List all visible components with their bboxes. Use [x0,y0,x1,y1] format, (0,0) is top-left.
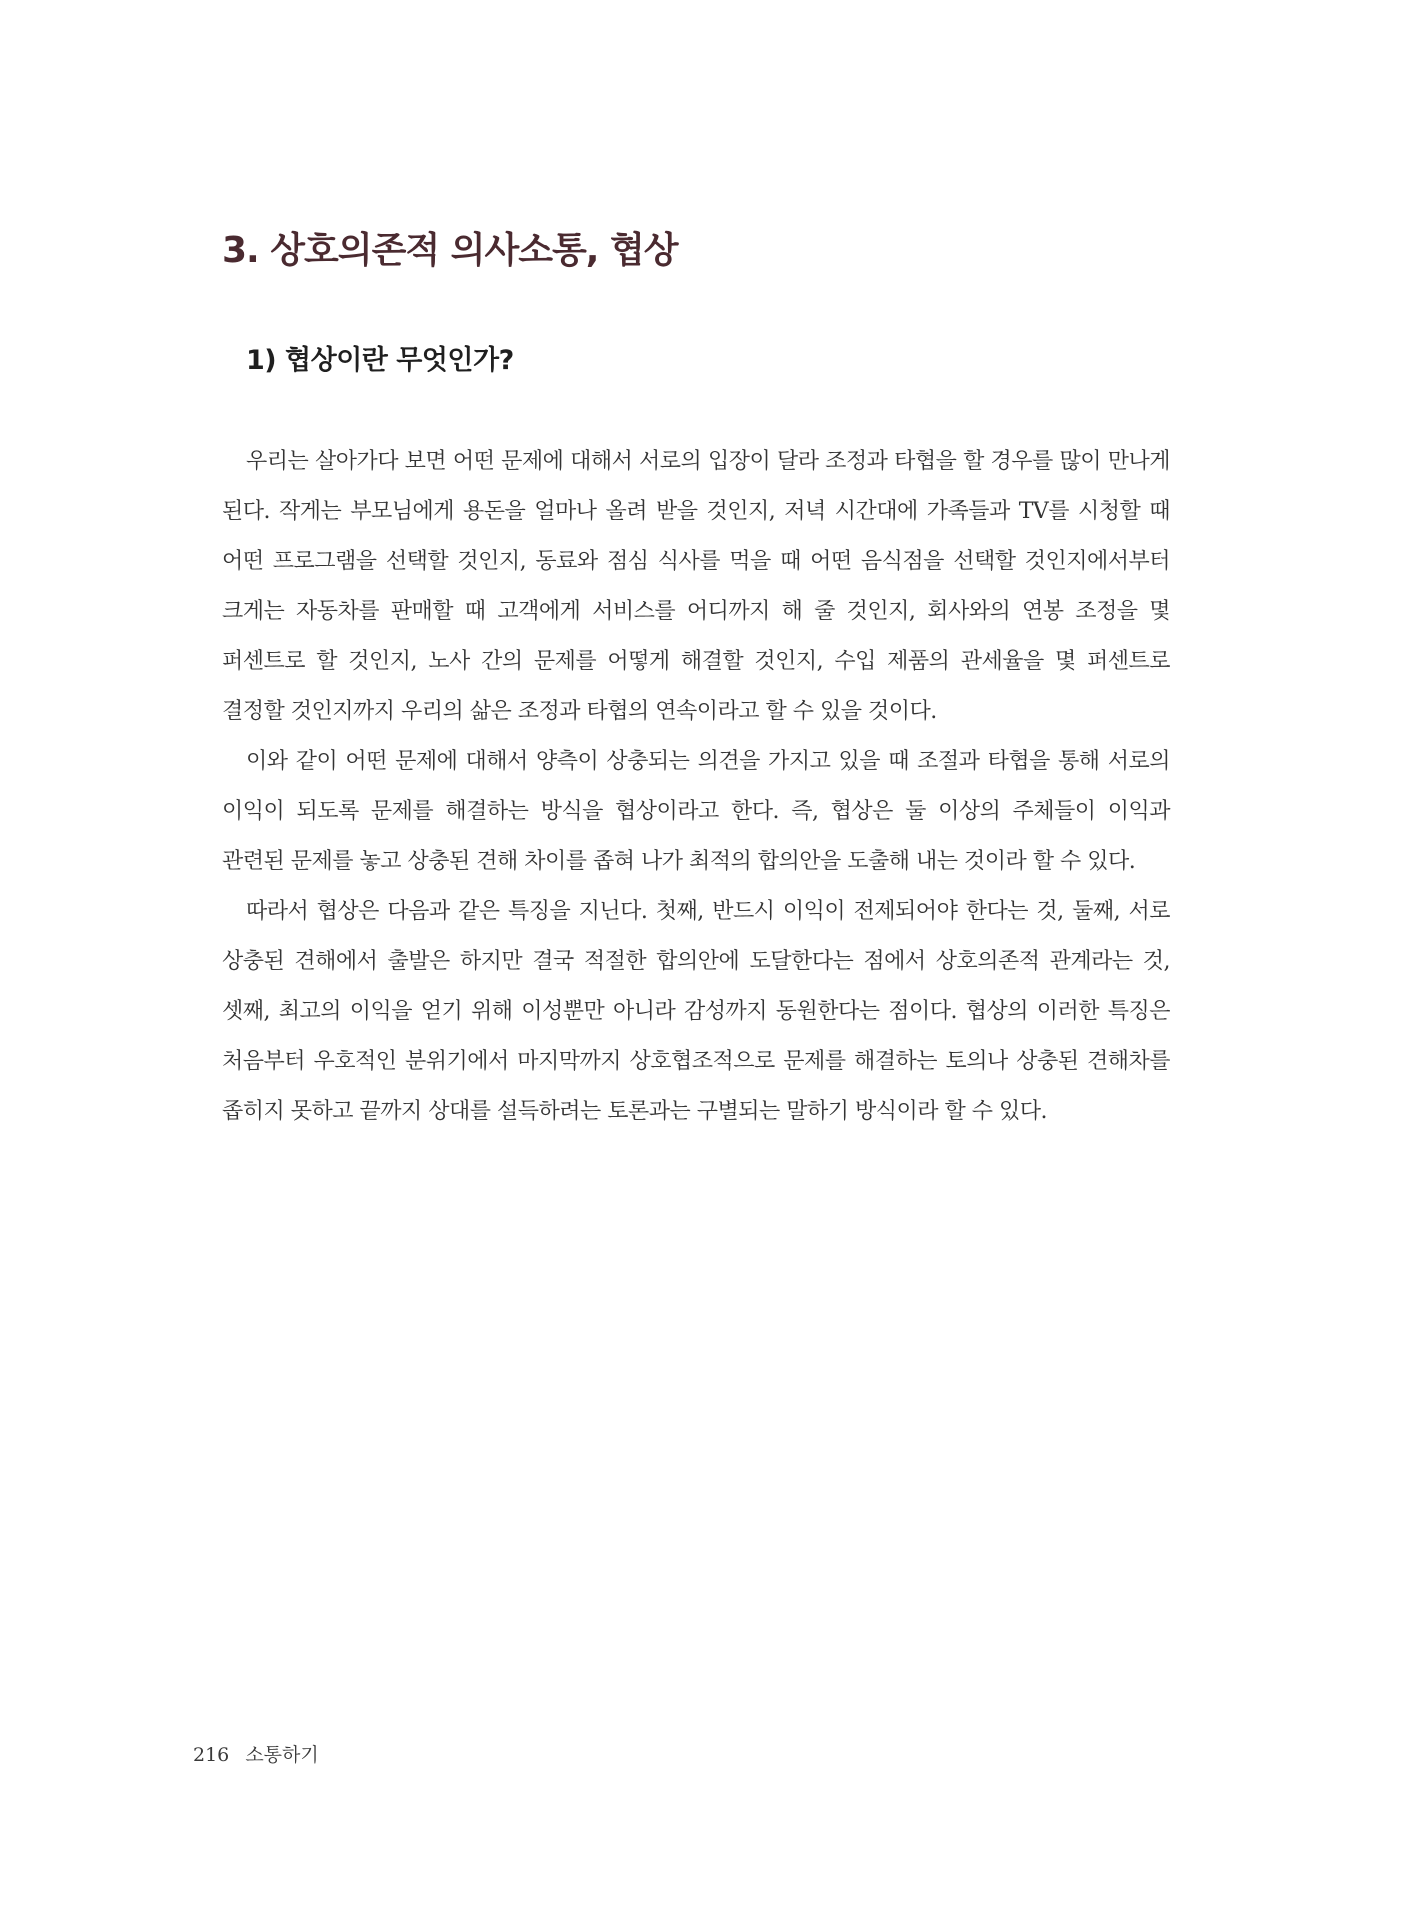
running-title: 소통하기 [245,1744,319,1766]
page-number: 216 [193,1744,230,1766]
page-footer [193,1740,319,1767]
paragraph: 따라서 협상은 다음과 같은 특징을 지닌다. 첫째, 반드시 이익이 전제되어야 한다는 것, 둘째, 서로 상충된 견해에서 출발은 하지만 결국 적절한 합의안에 도달한다는 점에서 상호의존적 관계라는 것, 셋째, 최고의 이익을 얻기 위해 이성뿐만 아니라 감성까지 동원한다는 점이다. 협상의 이러한 특징은 처음부터 우호적인 분위기에서 마지막까지 상호협조적으로 문제를 해결하는 토의나 상충된 견해차를 좁히지 못하고 끝까지 상대를 설득하려는 토론과는 구별되는 말하기 방식이라 할 수 있다. [222,899,1170,1124]
section-title: 3. 상호의존적 의사소통, 협상 [222,230,678,271]
body-text [222,437,1170,1137]
paragraph: 우리는 살아가다 보면 어떤 문제에 대해서 서로의 입장이 달라 조정과 타협을 할 경우를 많이 만나게 된다. 작게는 부모님에게 용돈을 얼마나 올려 받을 것인지, 저녁 시간대에 가족들과 TV를 시청할 때 어떤 프로그램을 선택할 것인지, 동료와 점심 식사를 먹을 때 어떤 음식점을 선택할 것인지에서부터 크게는 자동차를 판매할 때 고객에게 서비스를 어디까지 해 줄 것인지, 회사와의 연봉 조정을 몇 퍼센트로 할 것인지, 노사 간의 문제를 어떻게 해결할 것인지, 수입 제품의 관세율을 몇 퍼센트로 결정할 것인지까지 우리의 삶은 조정과 타협의 연속이라고 할 수 있을 것이다. [222,449,1170,724]
paragraph: 이와 같이 어떤 문제에 대해서 양측이 상충되는 의견을 가지고 있을 때 조절과 타협을 통해 서로의 이익이 되도록 문제를 해결하는 방식을 협상이라고 한다. 즉, 협상은 둘 이상의 주체들이 이익과 관련된 문제를 놓고 상충된 견해 차이를 좁혀 나가 최적의 합의안을 도출해 내는 것이라 할 수 있다. [222,749,1170,874]
subsection-title: 1) 협상이란 무엇인가? [246,345,514,376]
